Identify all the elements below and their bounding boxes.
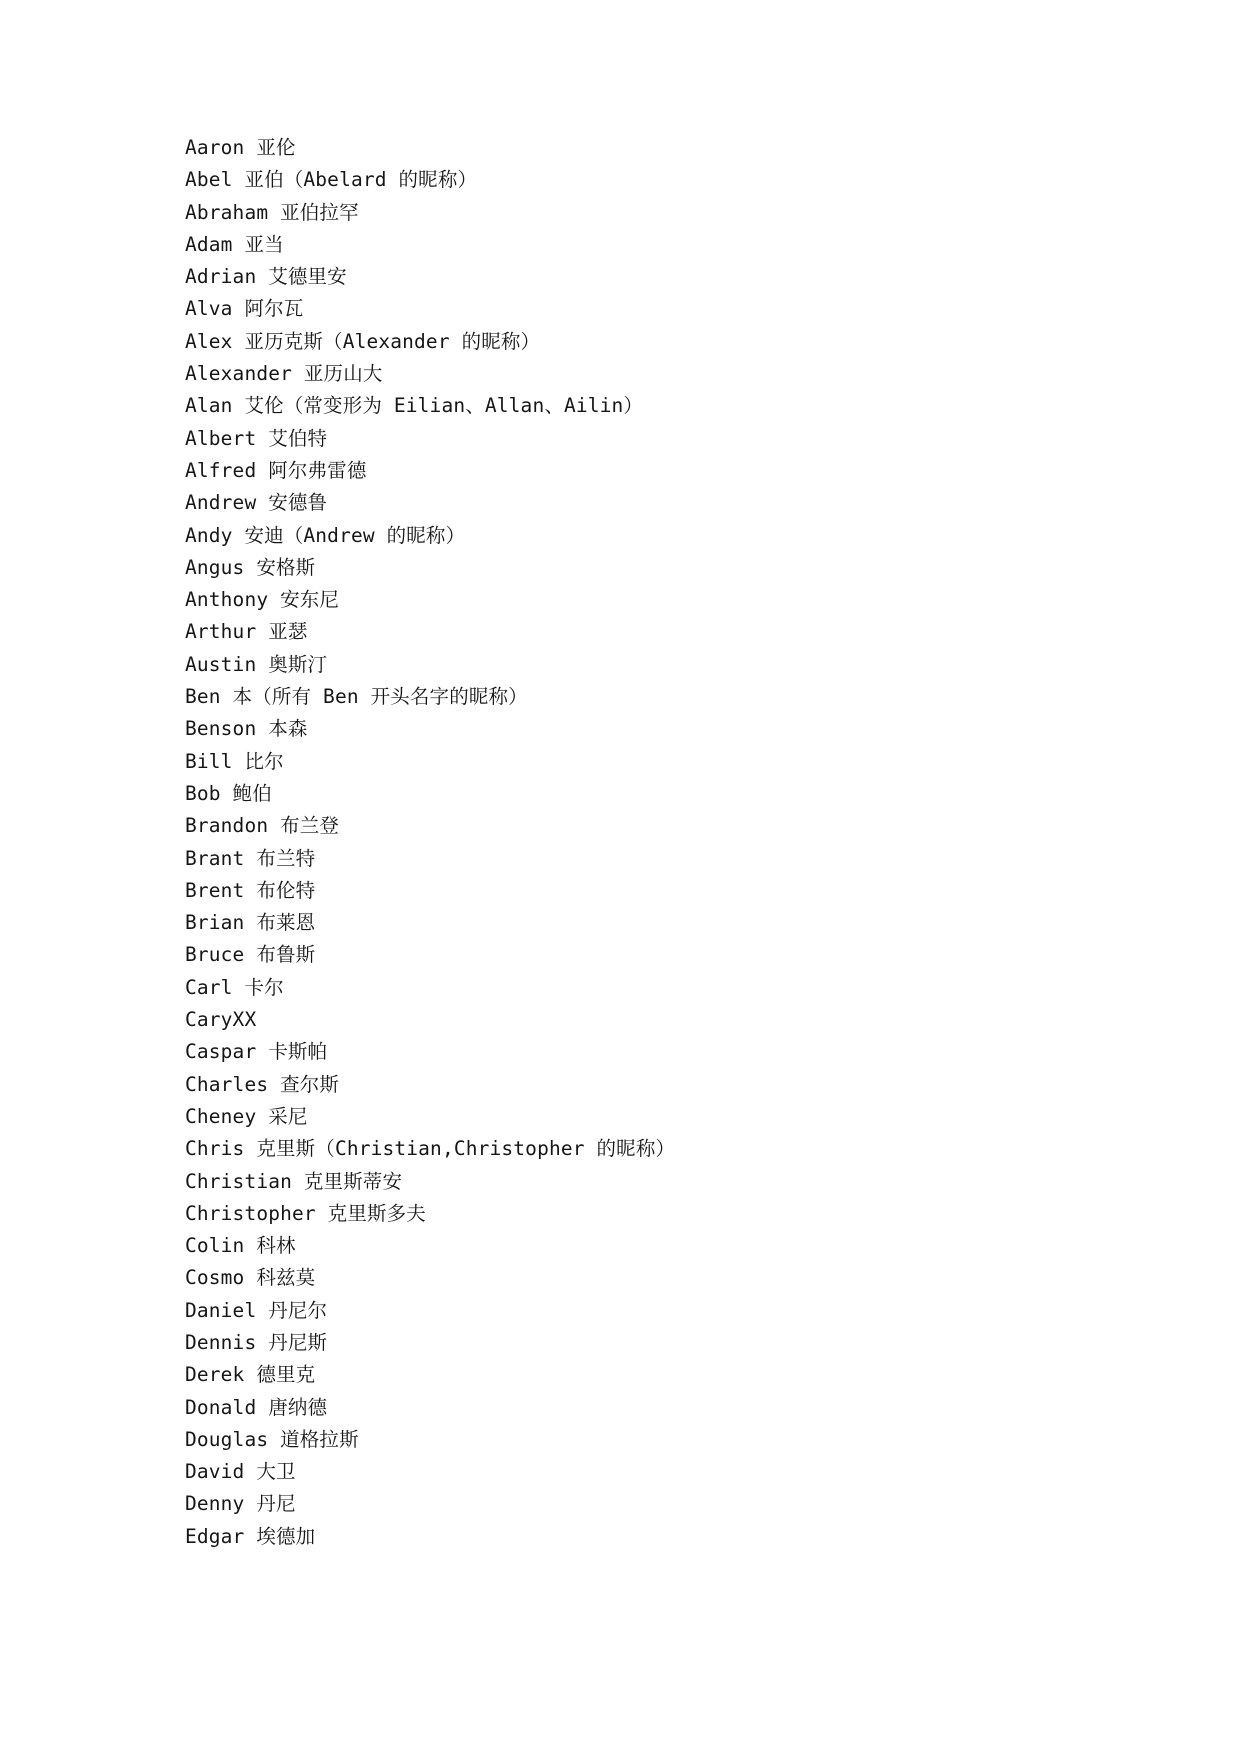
list-item: Brian 布莱恩 (185, 911, 316, 935)
list-item: Angus 安格斯 (185, 555, 316, 579)
list-item: Abraham 亚伯拉罕 (185, 200, 359, 224)
list-item: Derek 德里克 (185, 1363, 316, 1387)
list-item: Alfred 阿尔弗雷德 (185, 458, 367, 482)
list-item: Andy 安迪（Andrew 的昵称） (185, 523, 466, 547)
list-item: Adrian 艾德里安 (185, 265, 347, 289)
list-item: Aaron 亚伦 (185, 136, 296, 159)
list-item: Andrew 安德鲁 (185, 491, 328, 515)
list-item: Douglas 道格拉斯 (185, 1427, 359, 1451)
list-item: Austin 奥斯汀 (185, 652, 328, 676)
list-item: Alan 艾伦（常变形为 Eilian、Allan、Ailin） (185, 394, 644, 418)
list-item: Albert 艾伯特 (185, 426, 328, 450)
list-item: Bob 鲍伯 (185, 781, 272, 805)
list-item: Chris 克里斯（Christian,Christopher 的昵称） (185, 1137, 676, 1161)
list-item: Denny 丹尼 (185, 1492, 296, 1516)
list-item: Christopher 克里斯多夫 (185, 1201, 426, 1225)
list-item: Carl 卡尔 (185, 975, 284, 999)
list-item: Brant 布兰特 (185, 846, 316, 870)
list-item: CaryXX (185, 1008, 257, 1032)
list-item: Alex 亚历克斯（Alexander 的昵称） (185, 329, 541, 353)
list-item: Brandon 布兰登 (185, 814, 340, 838)
name-list (185, 132, 1240, 1553)
list-item: Abel 亚伯（Abelard 的昵称） (185, 168, 478, 192)
list-item: Brent 布伦特 (185, 878, 316, 902)
list-item: Alva 阿尔瓦 (185, 297, 304, 321)
list-item: Cosmo 科兹莫 (185, 1266, 316, 1290)
list-item: Edgar 埃德加 (185, 1524, 316, 1548)
list-item: Adam 亚当 (185, 232, 284, 256)
list-item: Bruce 布鲁斯 (185, 943, 316, 967)
list-item: Christian 克里斯蒂安 (185, 1169, 403, 1193)
list-item: Ben 本（所有 Ben 开头名字的昵称） (185, 685, 528, 709)
list-item: David 大卫 (185, 1460, 296, 1484)
list-item: Alexander 亚历山大 (185, 362, 383, 386)
list-item: Bill 比尔 (185, 749, 284, 773)
list-item: Arthur 亚瑟 (185, 620, 308, 644)
list-item: Benson 本森 (185, 717, 308, 741)
list-item: Donald 唐纳德 (185, 1395, 328, 1419)
list-item: Cheney 采尼 (185, 1104, 308, 1128)
list-item: Anthony 安东尼 (185, 588, 340, 612)
list-item: Daniel 丹尼尔 (185, 1298, 328, 1322)
list-item: Charles 查尔斯 (185, 1072, 340, 1096)
list-item: Caspar 卡斯帕 (185, 1040, 328, 1064)
list-item: Colin 科林 (185, 1234, 296, 1258)
list-item: Dennis 丹尼斯 (185, 1330, 328, 1354)
